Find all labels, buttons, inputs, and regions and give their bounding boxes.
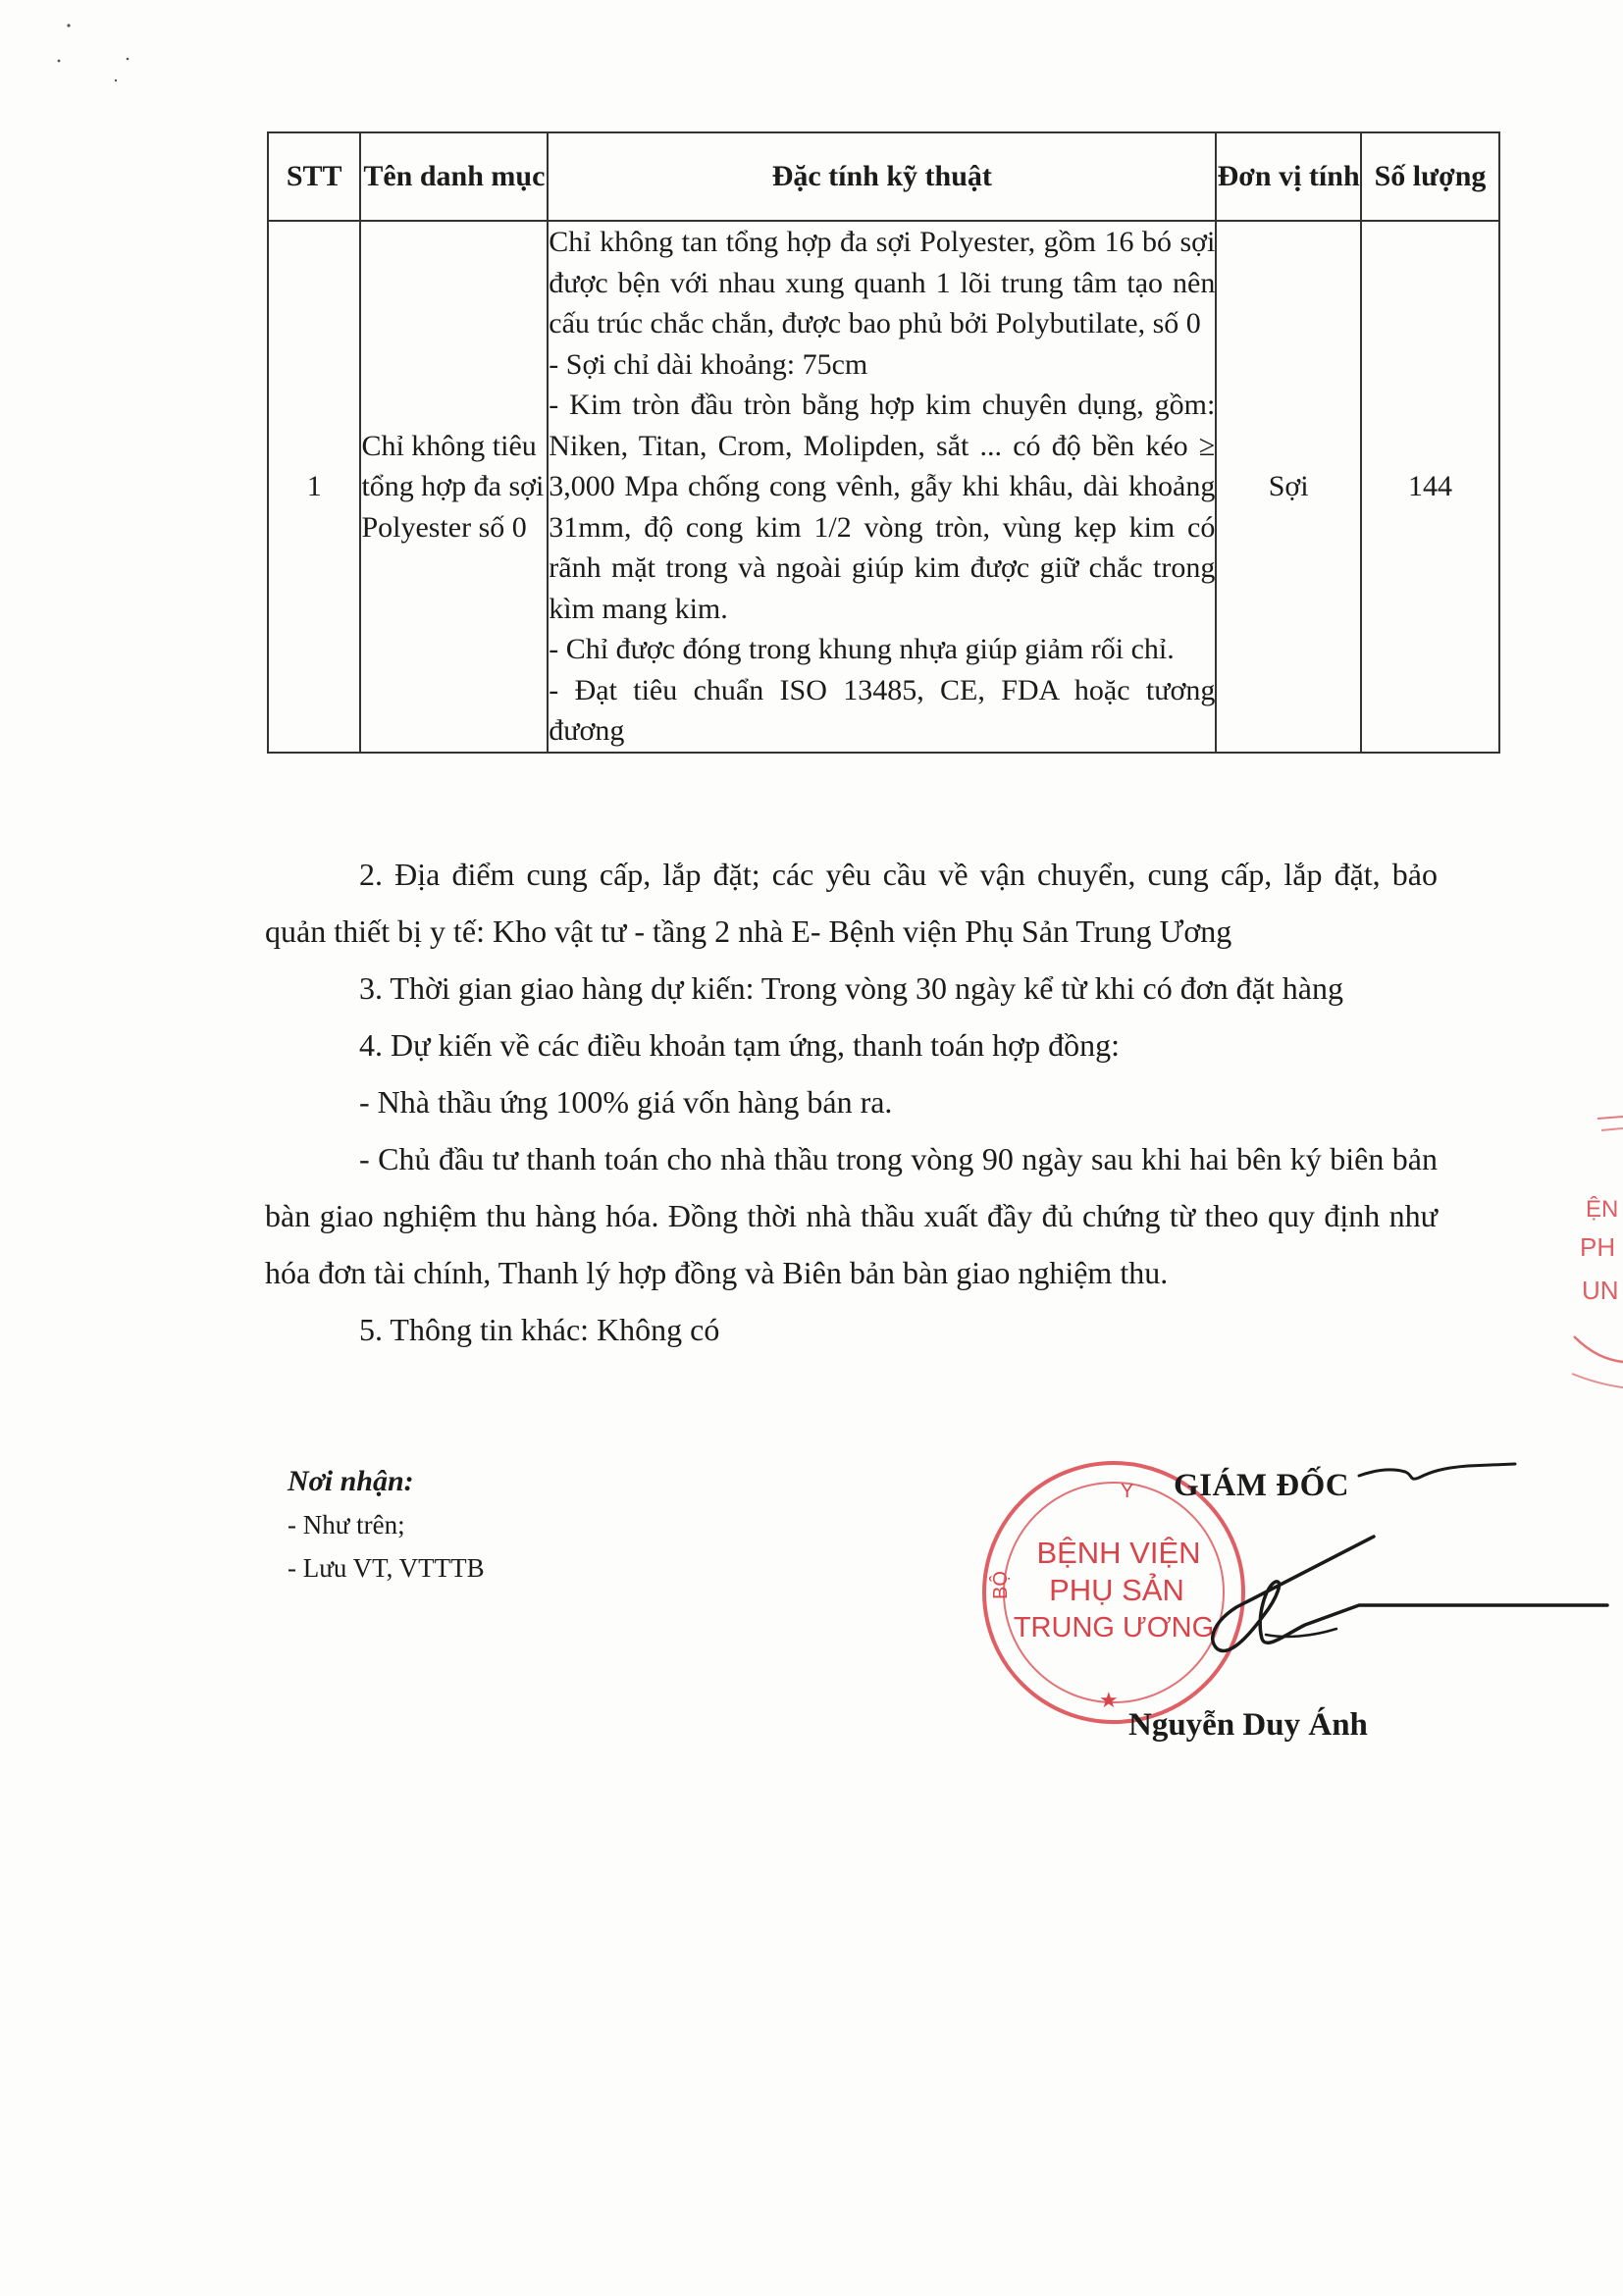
- edge-seal-fragment: [1568, 1109, 1623, 1403]
- paragraph-payment-schedule: - Chủ đầu tư thanh toán cho nhà thầu trong vòng 90 ngày sau khi hai bên ký biên bản bàn giao nghiệm thu hàng hóa. Đồng thời nhà thầu xuất đầy đủ chứng từ theo quy định như hóa đơn tài chính, Thanh lý hợp đồng và Biên bản bàn giao nghiệm thu.: [265, 1141, 1438, 1290]
- seal-side-text: BỘ: [990, 1571, 1012, 1599]
- table-header-row: [268, 132, 1499, 221]
- seal-fragment: PH: [1580, 1232, 1616, 1262]
- recipients-heading: Nơi nhận:: [288, 1465, 414, 1497]
- seal-fragment: ỆN: [1586, 1196, 1619, 1223]
- spec-line: - Chỉ được đóng trong khung nhựa giúp giảm rối chỉ.: [549, 633, 1175, 665]
- paragraph-delivery-time: 3. Thời gian giao hàng dự kiến: Trong vòng 30 ngày kể từ khi có đơn đặt hàng: [359, 970, 1343, 1006]
- paragraph-other-info: 5. Thông tin khác: Không có: [359, 1312, 720, 1347]
- header-stt: STT: [268, 132, 360, 221]
- header-unit: Đơn vị tính: [1216, 132, 1361, 221]
- signatory-name: Nguyễn Duy Ánh: [1128, 1707, 1368, 1743]
- seal-line: BỆNH VIỆN: [1036, 1536, 1201, 1570]
- header-technical-spec: Đặc tính kỹ thuật: [548, 132, 1216, 221]
- signatory-title: GIÁM ĐỐC: [1174, 1468, 1350, 1503]
- seal-line: TRUNG ƯƠNG: [1013, 1612, 1215, 1644]
- header-item-name: Tên danh mục: [360, 132, 548, 221]
- seal-fragment: UN: [1582, 1276, 1619, 1305]
- spec-line: Chỉ không tan tổng hợp đa sợi Polyester, gồm 16 bó sợi được bện với nhau xung quanh 1 lõi trung tâm tạo nên cấu trúc chắc chắn, được bao phủ bởi Polybutilate, số 0: [549, 226, 1216, 339]
- row-technical-spec: [548, 221, 1216, 753]
- seal-line: PHỤ SẢN: [1049, 1573, 1184, 1607]
- recipients-block: [288, 1460, 485, 1590]
- header-quantity: Số lượng: [1361, 132, 1499, 221]
- svg-text:★: ★: [1099, 1689, 1119, 1713]
- document-body: [265, 846, 1438, 1358]
- paragraph-payment-terms: 4. Dự kiến về các điều khoản tạm ứng, thanh toán hợp đồng:: [359, 1027, 1120, 1063]
- paragraph-delivery-location: 2. Địa điểm cung cấp, lắp đặt; các yêu cầu về vận chuyển, cung cấp, lắp đặt, bảo quản thiết bị y tế: Kho vật tư - tầng 2 nhà E- Bệnh viện Phụ Sản Trung Ương: [265, 857, 1438, 949]
- row-quantity: 144: [1361, 221, 1499, 753]
- spec-line: - Sợi chỉ dài khoảng: 75cm: [549, 347, 868, 381]
- recipient-item: - Như trên;: [288, 1510, 405, 1539]
- paragraph-advance: - Nhà thầu ứng 100% giá vốn hàng bán ra.: [359, 1084, 893, 1120]
- row-unit: Sợi: [1216, 221, 1361, 753]
- spec-line: - Kim tròn đầu tròn bằng hợp kim chuyên dụng, gồm: Niken, Titan, Crom, Molipden, sắt ... có độ bền kéo ≥ 3,000 Mpa chống cong vênh, gẫy khi khâu, dài khoảng 31mm, độ cong kim 1/2 vòng tròn, vùng kẹp kim có rãnh mặt trong và ngoài giúp kim được giữ chắc trong kìm mang kim.: [549, 389, 1216, 625]
- spec-line: - Đạt tiêu chuẩn ISO 13485, CE, FDA hoặc tương đương: [549, 673, 1216, 747]
- recipient-item: - Lưu VT, VTTTB: [288, 1553, 485, 1583]
- row-stt: 1: [268, 221, 360, 753]
- handwritten-signature: [1119, 1442, 1623, 1697]
- table-row: [268, 221, 1499, 753]
- specification-table: [267, 131, 1500, 754]
- scan-specks: [0, 0, 196, 118]
- seal-top-letter: Y: [1121, 1481, 1134, 1502]
- row-item-name: Chỉ không tiêu tổng hợp đa sợi Polyester số 0: [360, 221, 548, 753]
